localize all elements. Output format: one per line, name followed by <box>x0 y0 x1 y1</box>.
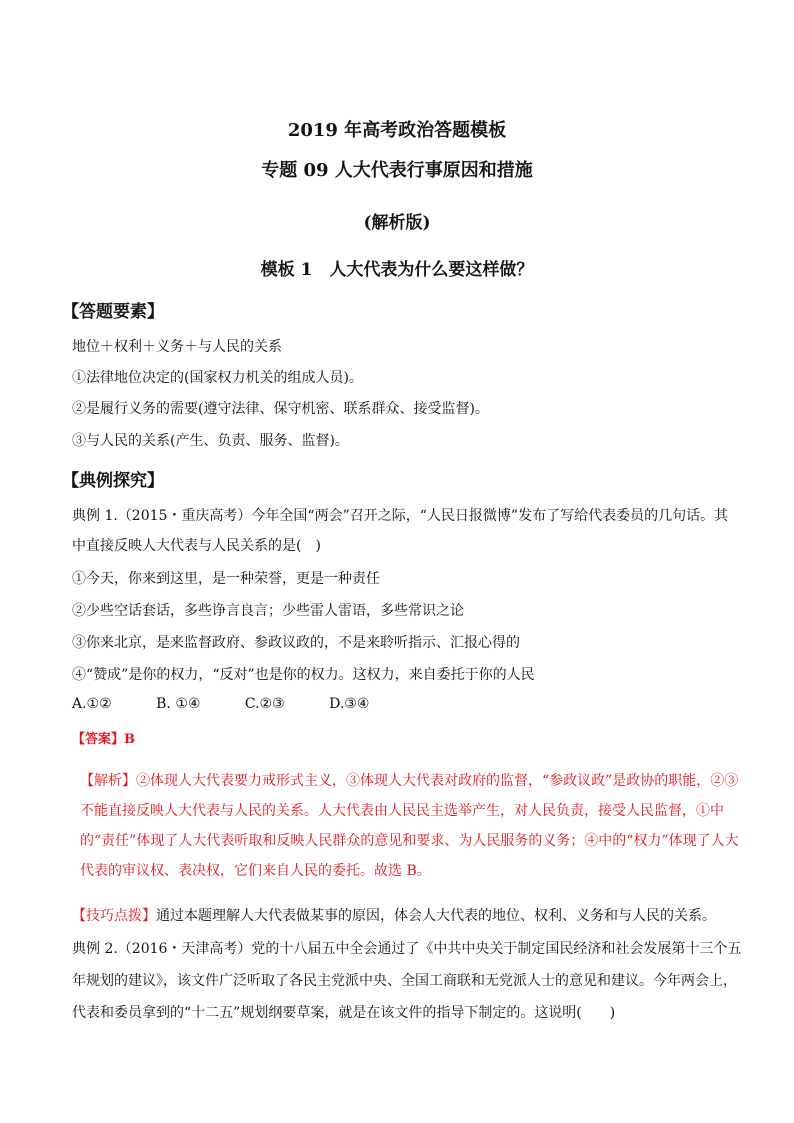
statement-item: ④“赞成”是你的权力，“反对”也是你的权力。这权力，来自委托于你的人民 <box>72 667 535 683</box>
answer <box>72 728 135 747</box>
topic-title: 专题 09 人大代表行事原因和措施 <box>261 160 533 181</box>
question-2-line: 代表和委员拿到的“十二五”规划纲要草案，就是在该文件的指导下制定的。这说明( ) <box>72 1005 616 1021</box>
option-b: B. ①④ <box>156 696 201 712</box>
element-line: ③与人民的关系(产生、负责、服务、监督)。 <box>72 433 349 449</box>
section-heading-elements: 【答题要素】 <box>62 302 164 322</box>
question-2-line: 典例 2.（2016・天津高考）党的十八届五中全会通过了《中共中央关于制定国民经济和社会发展第十三个五 <box>72 941 742 957</box>
question-1-line: 中直接反映人大代表与人民关系的是( ) <box>72 538 321 554</box>
option-d: D.③④ <box>329 696 370 712</box>
statement-item: ②少些空话套话，多些诤言良言；少些雷人雷语，多些常识之论 <box>72 603 464 619</box>
section-heading-examples: 【典例探究】 <box>62 471 164 491</box>
tip <box>72 905 716 925</box>
element-line: 地位＋权利＋义务＋与人民的关系 <box>72 339 282 355</box>
answer-label: 【答案】 <box>72 732 125 747</box>
answer-value: B <box>124 732 136 747</box>
element-line: ①法律地位决定的(国家权力机关的组成人员)。 <box>72 370 363 386</box>
question-2-line: 年规划的建议》，该文件广泛听取了各民主党派中央、全国工商联和无党派人士的意见和建议。今年两会上， <box>72 973 737 989</box>
option-a: A.①② <box>72 696 112 712</box>
answer-options <box>72 696 409 712</box>
version-label: (解析版) <box>363 213 431 233</box>
statement-item: ③你来北京，是来监督政府、参政议政的，不是来聆听指示、汇报心得的 <box>72 635 520 651</box>
analysis-paragraph: 【解析】②体现人大代表要力戒形式主义，③体现人大代表对政府的监督，“参政议政”是政协的职能，②③不能直接反映人大代表与人民的关系。人大代表由人民民主选举产生，对人民负责，接受人民监督，①中的“责任”体现了人大代表听取和反映人民群众的意见和要求、为人民服务的义务；④中的“权力”体现了人大代表的审议权、表决权，它们来自人民的委托。故选 B。 <box>80 773 739 879</box>
statement-item: ①今天，你来到这里，是一种荣誉，更是一种责任 <box>72 571 380 587</box>
template-heading: 模板 1 人大代表为什么要这样做？ <box>260 260 534 280</box>
option-c: C.②③ <box>244 696 285 712</box>
question-1-line: 典例 1.（2015・重庆高考）今年全国“两会”召开之际，“人民日报微博”发布了写给代表委员的几句话。其 <box>72 508 729 524</box>
tip-text: 通过本题理解人大代表做某事的原因，体会人大代表的地位、权利、义务和与人民的关系。 <box>156 908 716 924</box>
element-line: ②是履行义务的需要(遵守法律、保守机密、联系群众、接受监督)。 <box>72 401 489 417</box>
tip-label: 【技巧点拨】 <box>72 908 156 924</box>
document-title: 2019 年高考政治答题模板 <box>287 120 507 141</box>
